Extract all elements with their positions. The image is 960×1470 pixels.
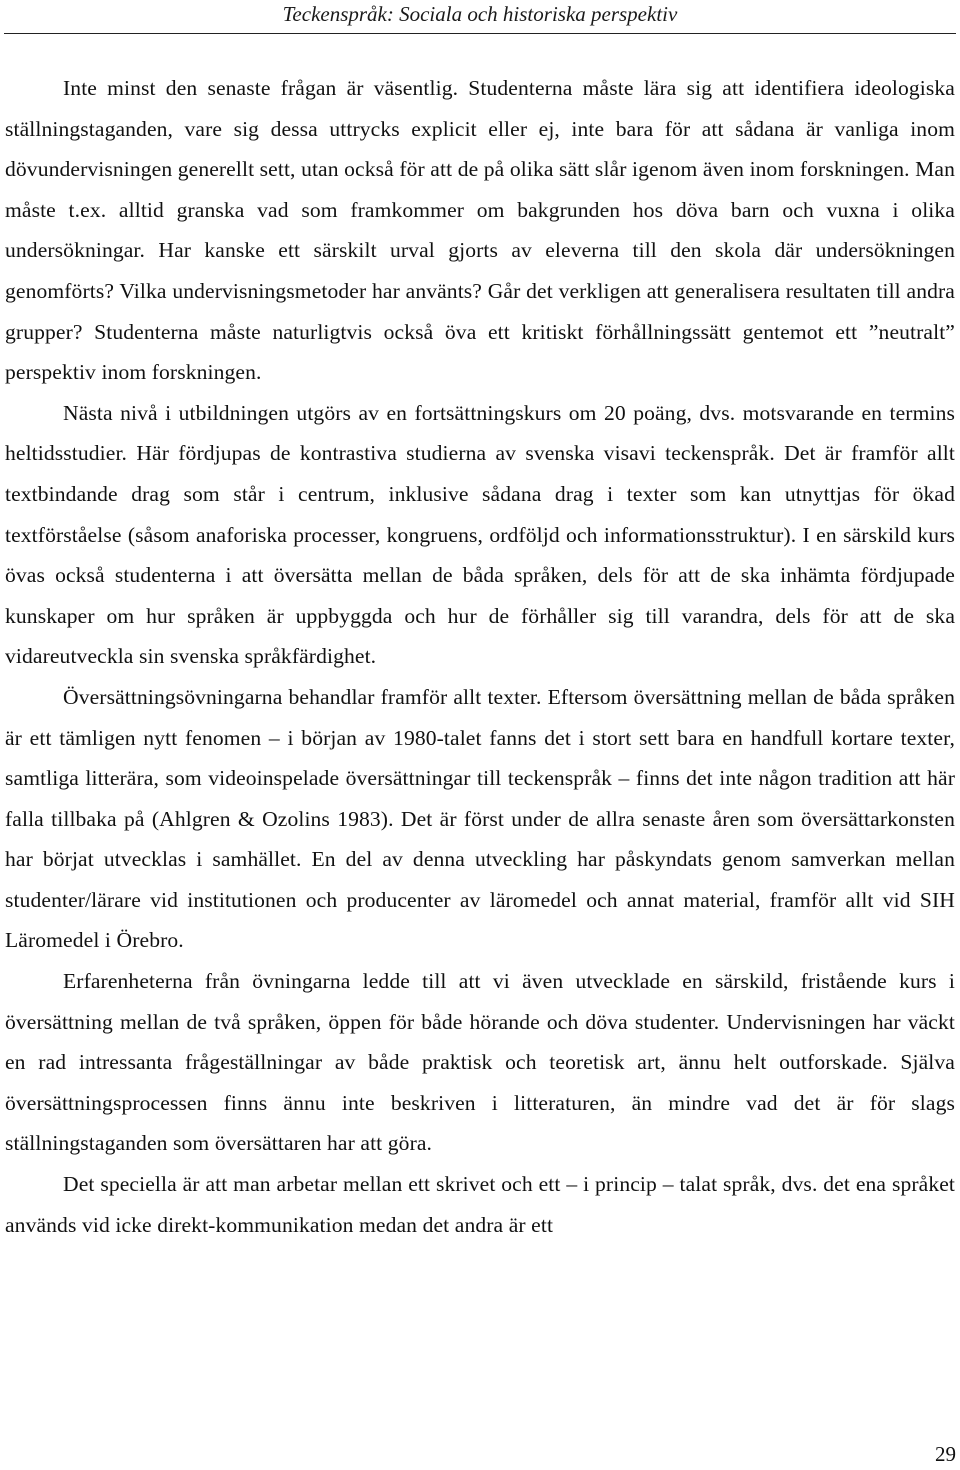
header-rule bbox=[4, 33, 956, 34]
paragraph: Erfarenheterna från övningarna ledde till att vi även utvecklade en särskild, fristående kurs i översättning mellan de två språken, öppen för både hörande och döva studenter. Undervisningen har väckt en rad intressanta frågeställningar av både praktisk och teoretisk art, ännu helt outforskade. Själva översättningsprocessen finns ännu inte beskriven i litteraturen, än mindre vad det är för slags ställningstaganden som översättaren har att göra. bbox=[5, 969, 955, 1156]
paragraph: Inte minst den senaste frågan är väsentlig. Studenterna måste lära sig att identifiera ideologiska ställningstaganden, vare sig dessa uttrycks explicit eller ej, inte bara för att sådana är vanliga inom dövundervisningen generellt sett, utan också för att de på olika sätt slår igenom även inom forskningen. Man måste t.ex. alltid granska vad som framkommer om bakgrunden hos döva barn och vuxna i olika undersökningar. Har kanske ett särskilt urval gjorts av eleverna till den skola där undersökningen genomförts? Vilka undervisningsmetoder har använts? Går det verkligen att generalisera resultaten till andra grupper? Studenterna måste naturligtvis också öva ett kritiskt förhållningssätt gentemot ett ”neutralt” perspektiv inom forskningen. bbox=[5, 76, 955, 385]
paragraph: Översättningsövningarna behandlar framför allt texter. Eftersom översättning mellan de båda språken är ett tämligen nytt fenomen – i början av 1980-talet fanns det i stort sett bara en handfull kortare texter, samtliga litterära, som videoinspelade översättningar till teckenspråk – finns det inte någon tradition att här falla tillbaka på (Ahlgren & Ozolins 1983). Det är först under de allra senaste åren som översättarkonsten har börjat utvecklas i samhället. En del av denna utveckling har påskyndats genom samverkan mellan studenter/lärare vid institutionen och producenter av läromedel och annat material, framför allt vid SIH Läromedel i Örebro. bbox=[5, 684, 955, 953]
paragraph: Nästa nivå i utbildningen utgörs av en fortsättningskurs om 20 poäng, dvs. motsvarande en termins heltidsstudier. Här fördjupas de kontrastiva studierna av svenska visavi teckenspråk. Det är framför allt textbindande drag som står i centrum, inklusive sådana drag i texter som kan utnyttjas för ökad textförståelse (såsom anaforiska processer, kongruens, ordföljd och informationsstruktur). I en särskild kurs övas också studenterna i att översätta mellan de båda språken, dels för att de ska inhämta fördjupade kunskaper om hur språken är uppbyggda och hur de förhåller sig till varandra, dels för att de ska vidareutveckla sin svenska språkfärdighet. bbox=[5, 400, 955, 669]
running-header bbox=[0, 0, 960, 34]
running-header-title: Teckenspråk: Sociala och historiska perspektiv bbox=[282, 2, 678, 26]
page-number: 29 bbox=[935, 1442, 956, 1466]
paragraph: Det speciella är att man arbetar mellan ett skrivet och ett – i princip – talat språk, dvs. det ena språket används vid icke direkt-kommunikation medan det andra är ett bbox=[5, 1172, 955, 1237]
body-text bbox=[5, 68, 955, 1245]
